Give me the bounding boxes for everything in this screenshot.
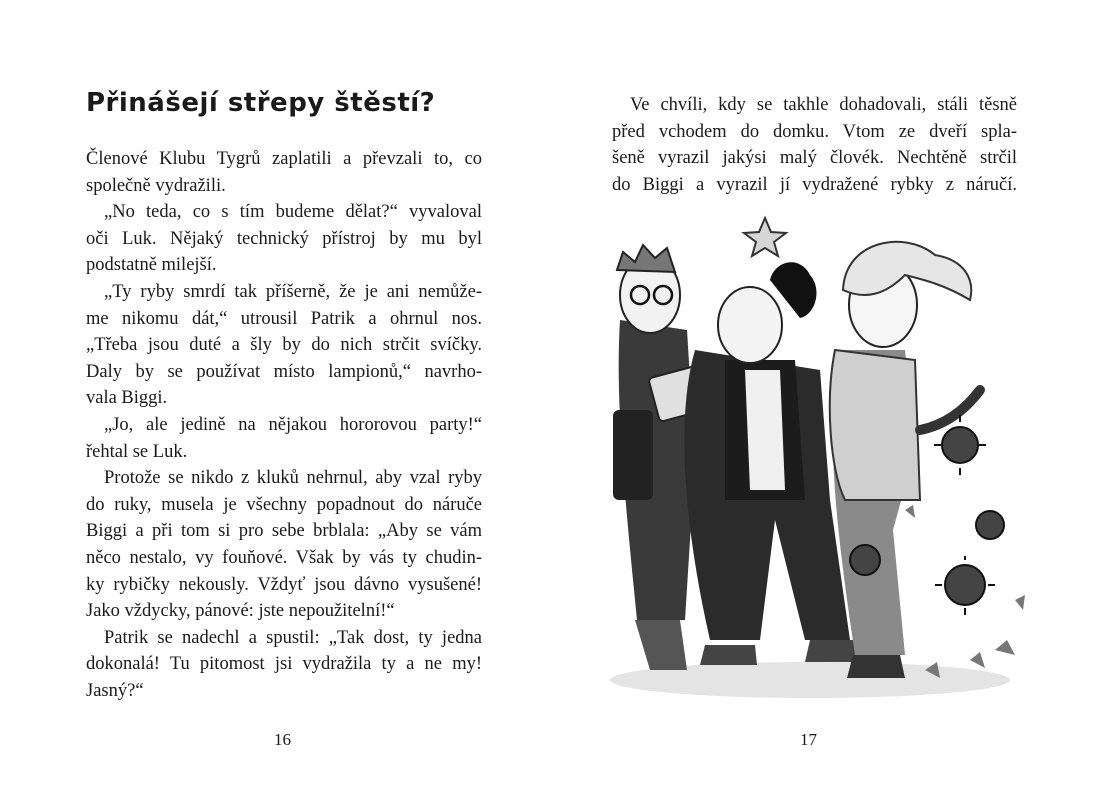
text-line: podstatně milejší. <box>86 255 217 276</box>
text-line: před vchodem do domku. Vtom ze dveří spla- <box>612 121 1017 142</box>
text-line: „Třeba jsou duté a šly by do nich strčit svíčky. <box>86 335 482 356</box>
text-line: Biggi a při tom si pro sebe brblala: „Aby se vám <box>86 521 482 542</box>
star-icon <box>744 218 786 256</box>
page-number: 17 <box>800 730 817 749</box>
text-line: do Biggi a vyrazil jí vydražené rybky z náručí. <box>612 174 1017 195</box>
text-line: „Jo, ale jedině na nějakou hororovou party!“ <box>104 414 482 435</box>
text-line: Patrik se nadechl a spustil: „Tak dost, ty jedna <box>104 627 482 648</box>
right-page-body <box>612 92 1017 198</box>
text-line: Členové Klubu Tygrů zaplatili a převzali to, co <box>86 149 482 169</box>
text-line: vala Biggi. <box>86 388 168 409</box>
text-line: Jako vždycky, pánové: jste nepoužitelní!“ <box>86 601 395 622</box>
bag <box>613 410 653 500</box>
text-line: do ruky, musela je všechny popadnout do náruče <box>86 494 482 515</box>
text-line: dokonalá! Tu pitomost jsi vydražila ty a ne my! <box>86 654 482 675</box>
page-number: 16 <box>274 730 291 749</box>
text-line: Daly by se používat místo lampionů,“ navrho- <box>86 361 482 382</box>
chapter-heading: Přinášejí střepy štěstí? <box>86 88 436 118</box>
illustration <box>575 200 1035 710</box>
text-line: „No teda, co s tím budeme dělat?“ vyvaloval <box>104 202 482 223</box>
text-line: „Ty ryby smrdí tak příšerně, že je ani nemůže- <box>104 281 482 302</box>
text-line: oči Luk. Nějaký technický přístroj by mu byl <box>86 228 482 249</box>
text-line: Jasný?“ <box>86 680 144 701</box>
character-middle <box>684 262 857 665</box>
text-line: Protože se nikdo z kluků nehrnul, aby vzal ryby <box>104 468 482 489</box>
text-line: šeně vyrazil jakýsi malý človék. Nechtěně strčil <box>612 148 1017 169</box>
text-line: ky rybičky nekously. Vždyť jsou dávno vysušené! <box>86 574 482 595</box>
text-line: Ve chvíli, kdy se takhle dohadovali, stáli těsně <box>630 95 1017 115</box>
text-line: něco nestalo, vy fouňové. Však by vás ty chudin- <box>86 547 482 568</box>
left-page-body <box>86 146 482 704</box>
text-line: společně vydražili. <box>86 175 226 196</box>
text-line: me nikomu dát,“ utrousil Patrik a ohrnul nos. <box>86 308 482 329</box>
right-page <box>547 0 1094 800</box>
text-line: řehtal se Luk. <box>86 441 188 462</box>
